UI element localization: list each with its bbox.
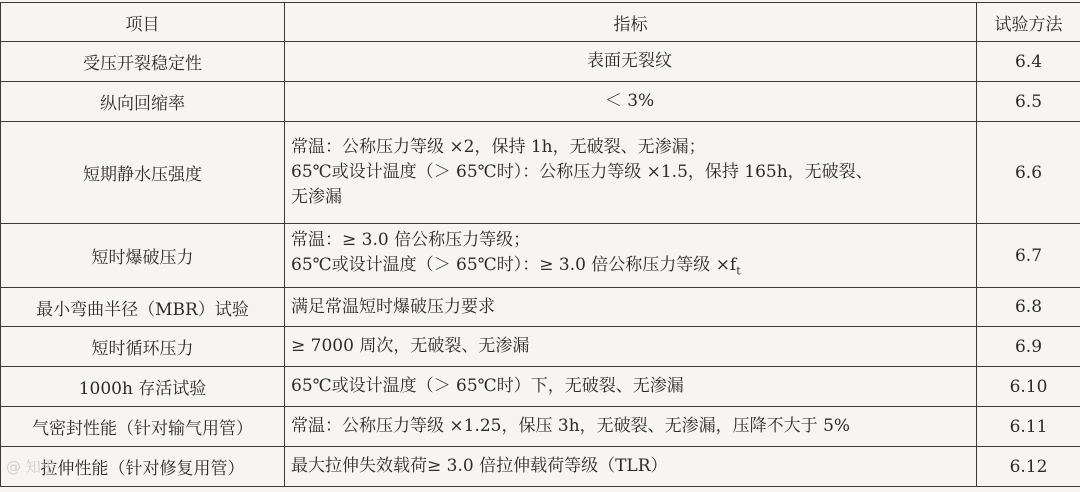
spec-line: 65℃或设计温度（＞ 65℃时）下，无破裂、无渗漏 (291, 376, 684, 396)
header-spec: 指标 (285, 3, 977, 42)
method-cell: 6.5 (977, 82, 1080, 122)
spec-cell (285, 224, 977, 288)
spec-table (0, 2, 1080, 487)
method-cell: 6.4 (977, 42, 1080, 82)
table-row (1, 224, 1080, 288)
method-cell: 6.10 (977, 367, 1080, 407)
table-row (1, 42, 1080, 82)
spec-cell (285, 288, 977, 327)
spec-line: 常温：公称压力等级 ×2，保持 1h，无破裂、无渗漏； (291, 137, 706, 157)
spec-line: ＜ 3% (604, 91, 655, 111)
method-cell: 6.8 (977, 288, 1080, 327)
spec-line: 满足常温短时爆破压力要求 (291, 296, 495, 317)
table-header-row (1, 3, 1080, 42)
spec-cell (285, 367, 977, 407)
item-cell: 短期静水压强度 (1, 122, 285, 224)
method-cell: 6.11 (977, 407, 1080, 447)
item-cell: 1000h 存活试验 (1, 367, 285, 407)
subscript-t: t (736, 264, 741, 278)
table-row (1, 447, 1080, 487)
header-item: 项目 (1, 3, 285, 42)
spec-line: 常温：≥ 3.0 倍公称压力等级； (291, 229, 531, 250)
item-cell: 拉伸性能（针对修复用管） (1, 447, 285, 487)
spec-cell (285, 122, 977, 224)
method-cell: 6.6 (977, 122, 1080, 224)
table-row (1, 288, 1080, 327)
spec-cell (285, 407, 977, 447)
spec-line: 最大拉伸失效载荷≥ 3.0 倍拉伸载荷等级（TLR） (291, 456, 668, 476)
spec-cell (285, 447, 977, 487)
item-cell: 纵向回缩率 (1, 82, 285, 122)
method-cell: 6.7 (977, 224, 1080, 288)
spec-line: ≥ 7000 周次，无破裂、无渗漏 (291, 336, 530, 356)
spec-line: 表面无裂纹 (587, 51, 672, 71)
spec-cell (285, 42, 977, 82)
spec-line: 65℃或设计温度（＞ 65℃时）：公称压力等级 ×1.5，保持 165h，无破裂、 (291, 162, 873, 182)
watermark: @ 知乎 (6, 458, 56, 476)
table-row (1, 367, 1080, 407)
item-cell: 短时循环压力 (1, 327, 285, 367)
item-cell: 气密封性能（针对输气用管） (1, 407, 285, 447)
spec-line-text: 65℃或设计温度（＞ 65℃时）：≥ 3.0 倍公称压力等级 ×f (291, 254, 737, 275)
spec-line: 无渗漏 (291, 187, 342, 207)
item-cell: 短时爆破压力 (1, 224, 285, 288)
method-cell: 6.9 (977, 327, 1080, 367)
spec-line (291, 253, 968, 283)
spec-cell (285, 82, 977, 122)
method-cell: 6.12 (977, 447, 1080, 487)
table-row (1, 122, 1080, 224)
table-row (1, 82, 1080, 122)
table-row (1, 407, 1080, 447)
item-cell: 最小弯曲半径（MBR）试验 (1, 288, 285, 327)
spec-line: 常温：公称压力等级 ×1.25，保压 3h，无破裂、无渗漏，压降不大于 5% (291, 416, 851, 436)
spec-cell (285, 327, 977, 367)
table-row (1, 327, 1080, 367)
header-method: 试验方法 (977, 3, 1080, 42)
item-cell: 受压开裂稳定性 (1, 42, 285, 82)
